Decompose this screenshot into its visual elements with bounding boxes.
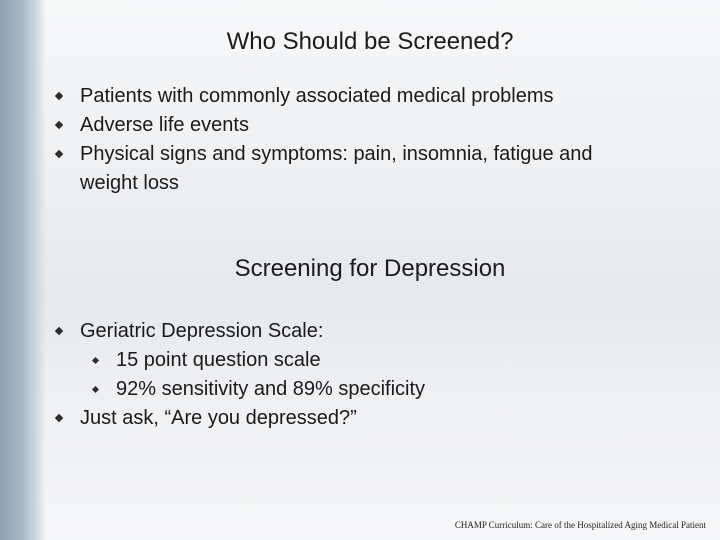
diamond-bullet-icon [92,357,99,364]
section-title-screening-depression: Screening for Depression [234,255,506,282]
diamond-bullet-icon [55,121,63,129]
diamond-bullet-icon [55,414,63,422]
list-item-text: Patients with commonly associated medical problems [80,85,554,107]
list-item [48,317,688,346]
decorative-sidebar [0,0,46,540]
list-item [48,404,688,433]
diamond-bullet-icon [55,327,63,335]
list-item-text: 15 point question scale [116,349,321,371]
screening-criteria-list [48,82,688,198]
list-item-text: Just ask, “Are you depressed?” [80,407,357,429]
list-item-text: 92% sensitivity and 89% specificity [116,378,426,400]
footer-credit: CHAMP Curriculum: Care of the Hospitalized Aging Medical Patient [454,520,706,530]
list-item [48,140,688,198]
diamond-bullet-icon [92,386,99,393]
sub-list-item [48,346,688,375]
section-title-who-screened: Who Should be Screened? [226,28,514,55]
list-item-text: Physical signs and symptoms: pain, insomnia, fatigue and weight loss [80,143,593,194]
list-item-text: Geriatric Depression Scale: [80,320,324,342]
list-item [48,82,688,111]
sub-list-item [48,375,688,404]
screening-methods-list [48,317,688,433]
diamond-bullet-icon [55,150,63,158]
diamond-bullet-icon [55,92,63,100]
list-item [48,111,688,140]
list-item-text: Adverse life events [80,114,249,136]
